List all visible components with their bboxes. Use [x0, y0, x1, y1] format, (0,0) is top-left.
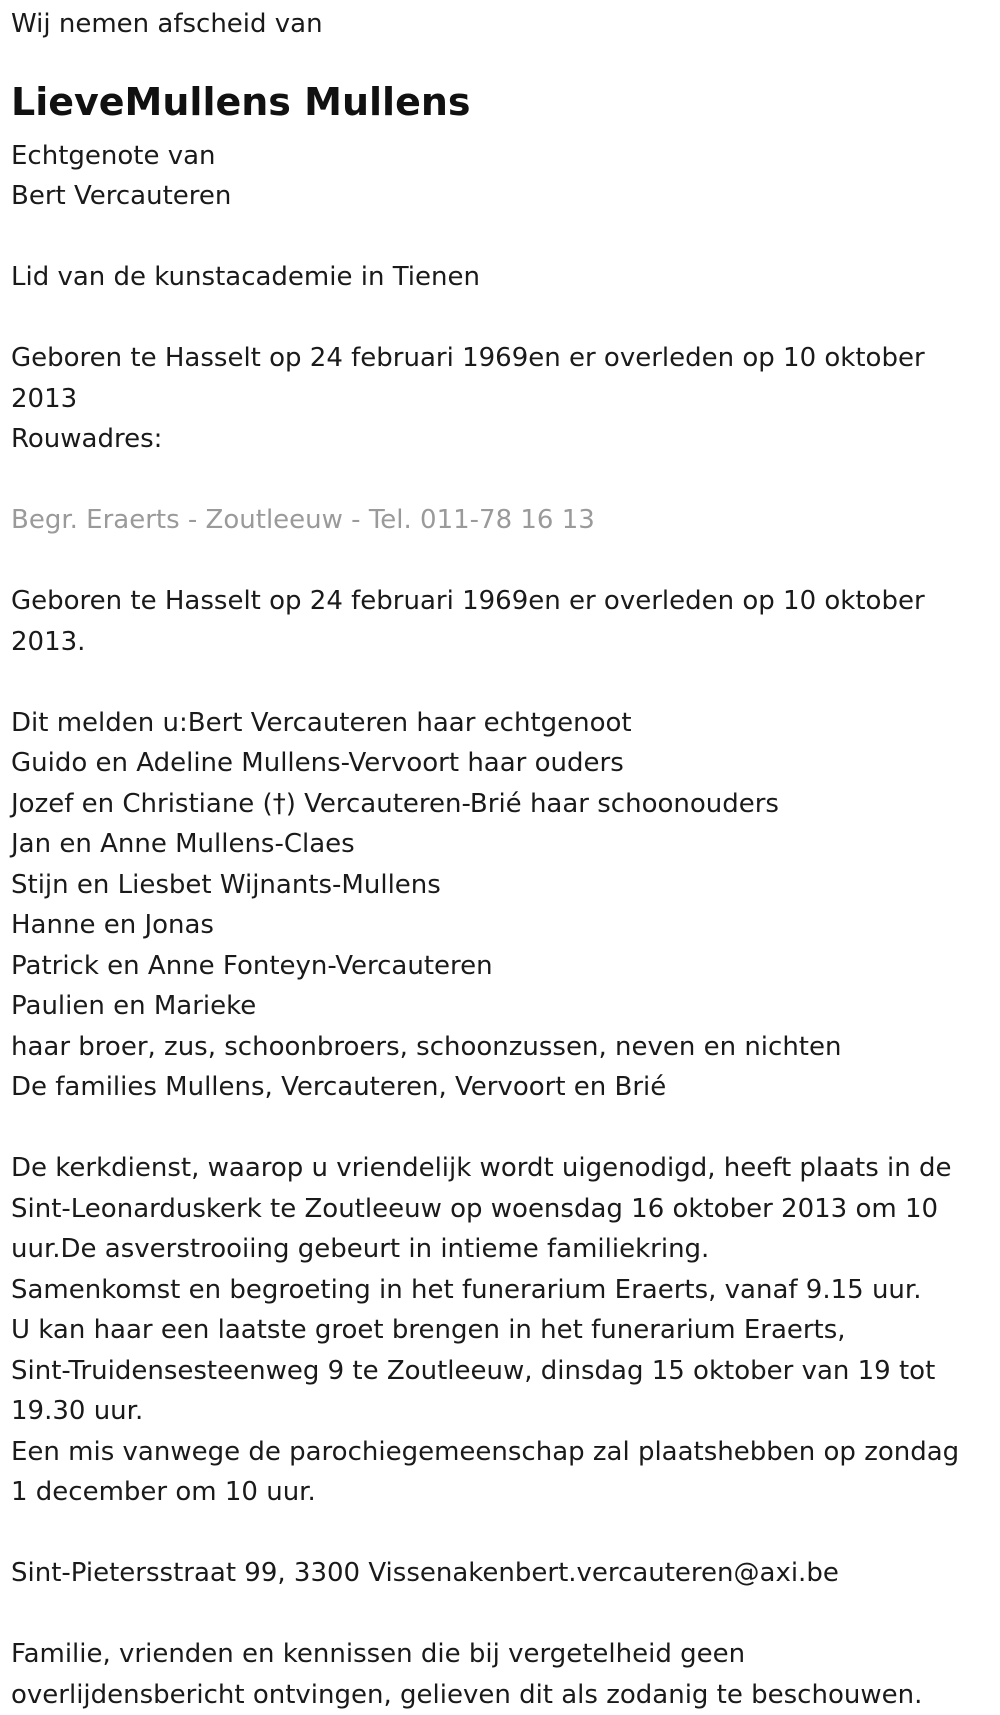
contact-address: Sint-Pietersstraat 99, 3300 Vissenakenbert.vercauteren@axi.be	[11, 1553, 989, 1594]
family-list	[11, 703, 989, 1108]
service-details	[11, 1148, 989, 1513]
family-line: De families Mullens, Vercauteren, Vervoort en Brié	[11, 1067, 989, 1108]
spacer	[11, 1108, 989, 1149]
service-line: U kan haar een laatste groet brengen in het funerarium Eraerts,	[11, 1310, 989, 1351]
spouse-label: Echtgenote van	[11, 136, 989, 177]
closing-text-2: overlijdensbericht ontvingen, gelieven dit als zodanig te beschouwen.	[11, 1675, 989, 1715]
birth-death-text-2a: Geboren te Hasselt op 24 februari 1969en er overleden op 10 oktober	[11, 581, 989, 622]
service-line: Samenkomst en begroeting in het funerarium Eraerts, vanaf 9.15 uur.	[11, 1270, 989, 1311]
service-line: 19.30 uur.	[11, 1391, 989, 1432]
rouwadres-label: Rouwadres:	[11, 419, 989, 460]
family-line: Stijn en Liesbet Wijnants-Mullens	[11, 865, 989, 906]
service-line: Sint-Truidensesteenweg 9 te Zoutleeuw, dinsdag 15 oktober van 19 tot	[11, 1351, 989, 1392]
membership-text: Lid van de kunstacademie in Tienen	[11, 257, 989, 298]
spacer	[11, 541, 989, 582]
spacer	[11, 298, 989, 339]
family-line: Hanne en Jonas	[11, 905, 989, 946]
family-line: Dit melden u:Bert Vercauteren haar echtgenoot	[11, 703, 989, 744]
service-line: Een mis vanwege de parochiegemeenschap zal plaatshebben op zondag	[11, 1432, 989, 1473]
funeral-director-text: Begr. Eraerts - Zoutleeuw - Tel. 011-78 16 13	[11, 500, 989, 541]
spouse-name: Bert Vercauteren	[11, 176, 989, 217]
closing-text-1: Familie, vrienden en kennissen die bij vergetelheid geen	[11, 1634, 989, 1675]
service-line: Sint-Leonarduskerk te Zoutleeuw op woensdag 16 oktober 2013 om 10	[11, 1189, 989, 1230]
service-line: uur.De asverstrooiing gebeurt in intieme familiekring.	[11, 1229, 989, 1270]
family-line: haar broer, zus, schoonbroers, schoonzussen, neven en nichten	[11, 1027, 989, 1068]
spacer	[11, 1594, 989, 1635]
spacer	[11, 217, 989, 258]
intro-text: Wij nemen afscheid van	[11, 4, 989, 45]
birth-death-text-1b: 2013	[11, 379, 989, 420]
family-line: Paulien en Marieke	[11, 986, 989, 1027]
birth-death-text-1a: Geboren te Hasselt op 24 februari 1969en er overleden op 10 oktober	[11, 338, 989, 379]
birth-death-text-2b: 2013.	[11, 622, 989, 663]
spacer	[11, 460, 989, 501]
service-line: 1 december om 10 uur.	[11, 1472, 989, 1513]
family-line: Guido en Adeline Mullens-Vervoort haar ouders	[11, 743, 989, 784]
family-line: Jan en Anne Mullens-Claes	[11, 824, 989, 865]
service-line: De kerkdienst, waarop u vriendelijk wordt uigenodigd, heeft plaats in de	[11, 1148, 989, 1189]
spacer	[11, 1513, 989, 1554]
family-line: Patrick en Anne Fonteyn-Vercauteren	[11, 946, 989, 987]
deceased-name: LieveMullens Mullens	[11, 76, 989, 128]
family-line: Jozef en Christiane (†) Vercauteren-Brié haar schoonouders	[11, 784, 989, 825]
spacer	[11, 662, 989, 703]
